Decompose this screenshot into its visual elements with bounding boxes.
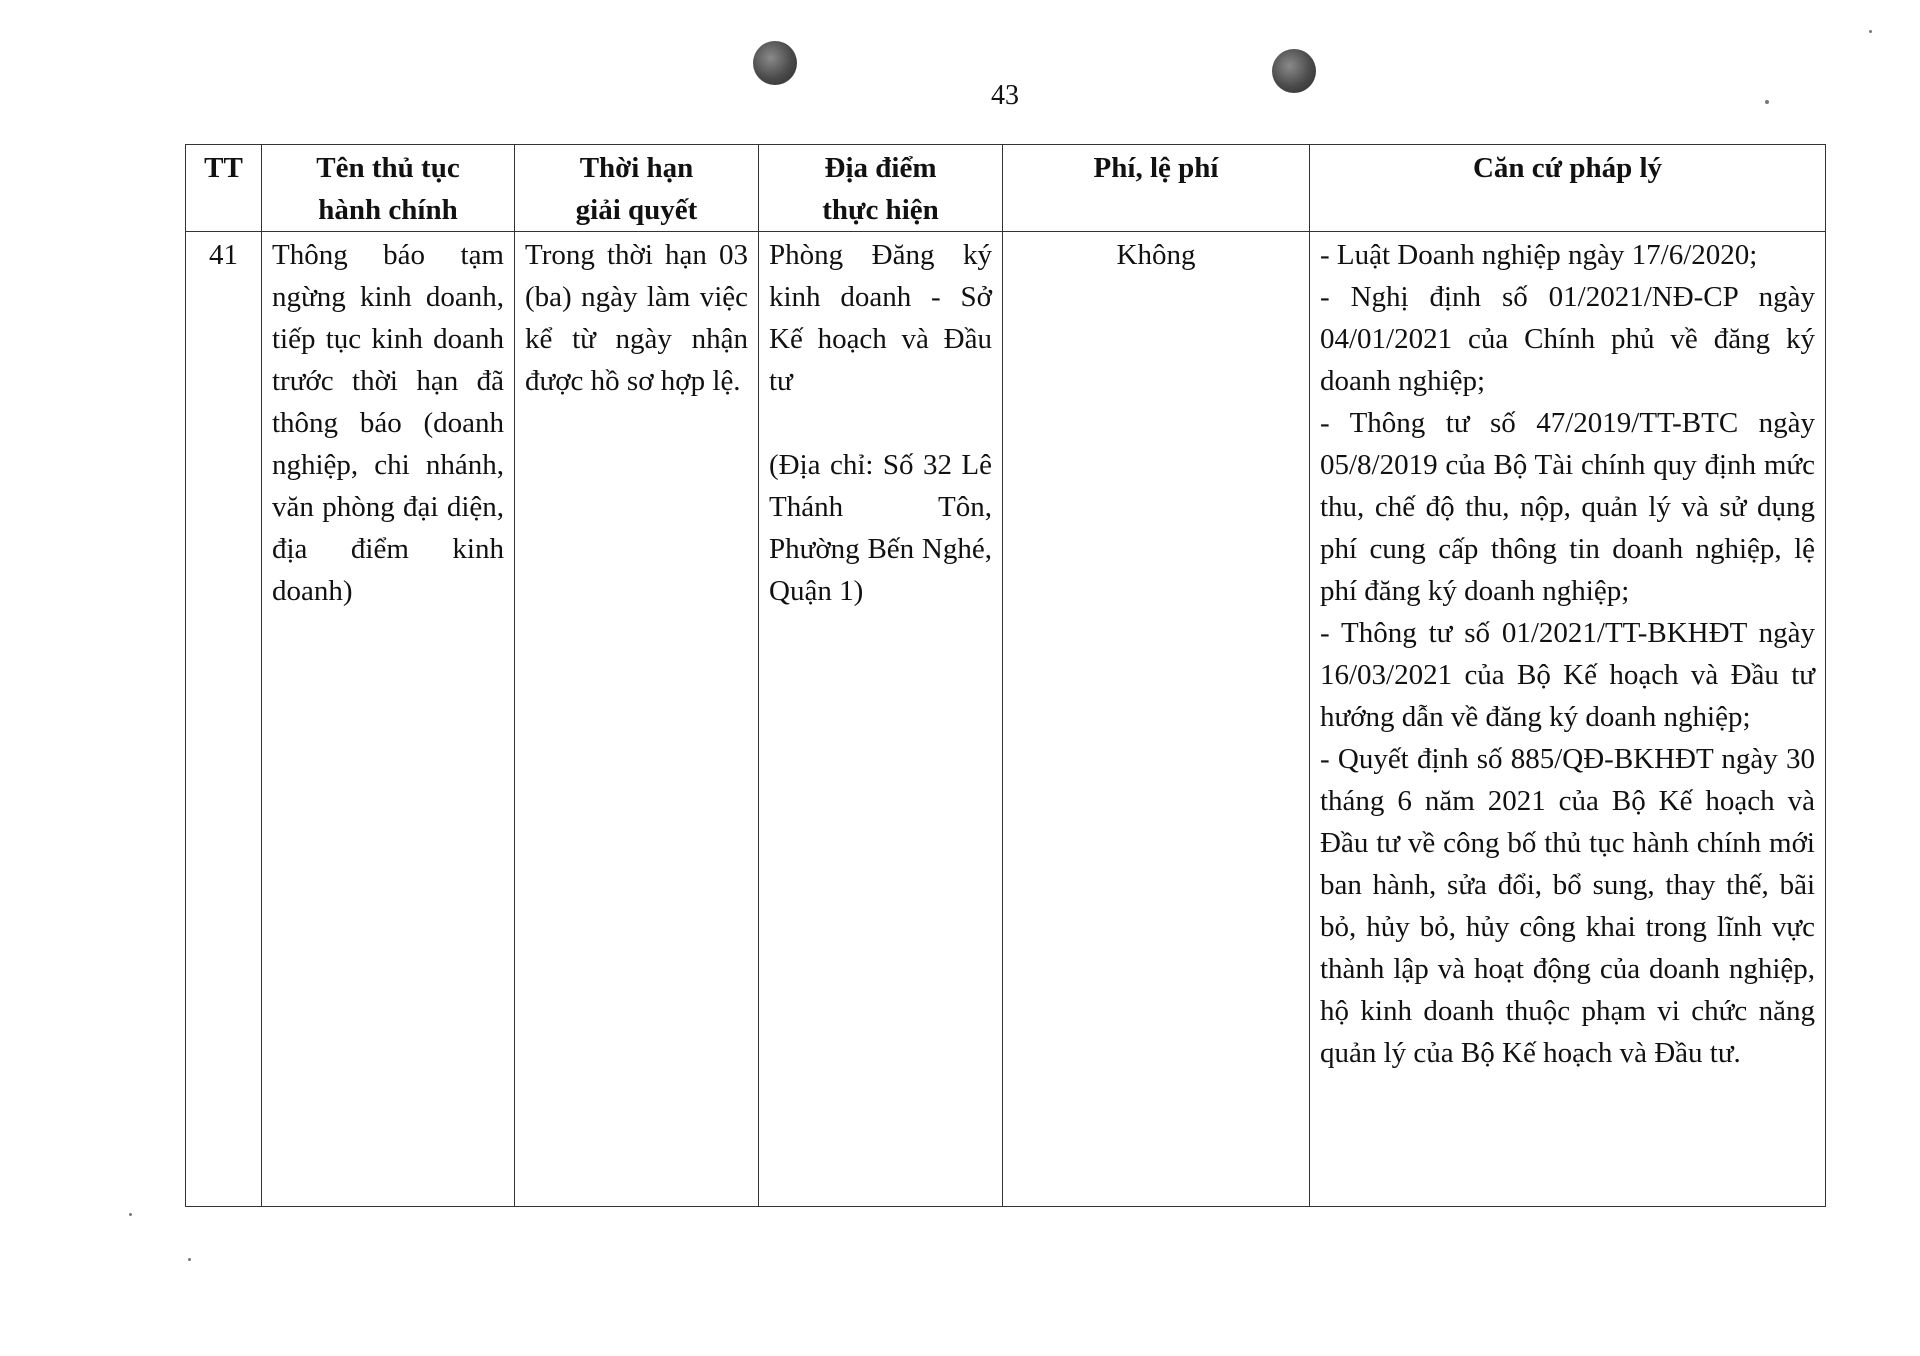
table-row xyxy=(186,232,1826,1207)
cell-legal-basis xyxy=(1310,232,1826,1207)
cell-fee: Không xyxy=(1003,232,1310,1207)
header-deadline-line2: giải quyết xyxy=(575,194,698,226)
cell-tt: 41 xyxy=(186,232,262,1207)
procedure-table xyxy=(185,144,1826,1207)
scan-speck xyxy=(1765,100,1769,104)
cell-deadline: Trong thời hạn 03 (ba) ngày làm việc kể từ ngày nhận được hồ sơ hợp lệ. xyxy=(515,232,759,1207)
legal-basis-item: - Thông tư số 01/2021/TT-BKHĐT ngày 16/03/2021 của Bộ Kế hoạch và Đầu tư hướng dẫn về đăng ký doanh nghiệp; xyxy=(1320,617,1815,733)
legal-basis-item: - Nghị định số 01/2021/NĐ-CP ngày 04/01/2021 của Chính phủ về đăng ký doanh nghiệp; xyxy=(1320,281,1815,397)
header-deadline-line1: Thời hạn xyxy=(579,152,694,184)
header-procedure-name xyxy=(262,145,515,232)
cell-location xyxy=(759,232,1003,1207)
paragraph-spacer xyxy=(769,402,992,444)
header-fee-label: Phí, lệ phí xyxy=(1093,152,1219,184)
header-deadline xyxy=(515,145,759,232)
punch-hole-left xyxy=(753,41,797,85)
cell-procedure-name: Thông báo tạm ngừng kinh doanh, tiếp tục kinh doanh trước thời hạn đã thông báo (doanh nghiệp, chi nhánh, văn phòng đại diện, địa điểm kinh doanh) xyxy=(262,232,515,1207)
table-header-row xyxy=(186,145,1826,232)
header-tt-label: TT xyxy=(204,152,243,184)
scan-speck xyxy=(129,1213,132,1216)
scan-speck xyxy=(1869,30,1872,33)
legal-basis-item: - Luật Doanh nghiệp ngày 17/6/2020; xyxy=(1320,239,1758,271)
header-procedure-name-line1: Tên thủ tục xyxy=(316,152,460,184)
header-legal-basis xyxy=(1310,145,1826,232)
legal-basis-item: - Thông tư số 47/2019/TT-BTC ngày 05/8/2019 của Bộ Tài chính quy định mức thu, chế độ thu, nộp, quản lý và sử dụng phí cung cấp thông tin doanh nghiệp, lệ phí đăng ký doanh nghiệp; xyxy=(1320,407,1815,607)
header-fee xyxy=(1003,145,1310,232)
header-location-line2: thực hiện xyxy=(822,194,939,226)
header-legal-basis-label: Căn cứ pháp lý xyxy=(1472,152,1663,184)
location-address: (Địa chỉ: Số 32 Lê Thánh Tôn, Phường Bến Nghé, Quận 1) xyxy=(769,449,992,607)
punch-hole-right xyxy=(1272,49,1316,93)
page-number: 43 xyxy=(991,80,1019,111)
legal-basis-item: - Quyết định số 885/QĐ-BKHĐT ngày 30 tháng 6 năm 2021 của Bộ Kế hoạch và Đầu tư về công bố thủ tục hành chính mới ban hành, sửa đổi, bổ sung, thay thế, bãi bỏ, hủy bỏ, hủy công khai trong lĩnh vực thành lập và hoạt động của doanh nghiệp, hộ kinh doanh thuộc phạm vi chức năng quản lý của Bộ Kế hoạch và Đầu tư. xyxy=(1320,743,1815,1069)
location-office: Phòng Đăng ký kinh doanh - Sở Kế hoạch và Đầu tư xyxy=(769,239,992,397)
header-location-line1: Địa điểm xyxy=(824,152,937,184)
header-procedure-name-line2: hành chính xyxy=(318,194,458,226)
header-tt xyxy=(186,145,262,232)
header-location xyxy=(759,145,1003,232)
scan-speck xyxy=(188,1258,191,1261)
